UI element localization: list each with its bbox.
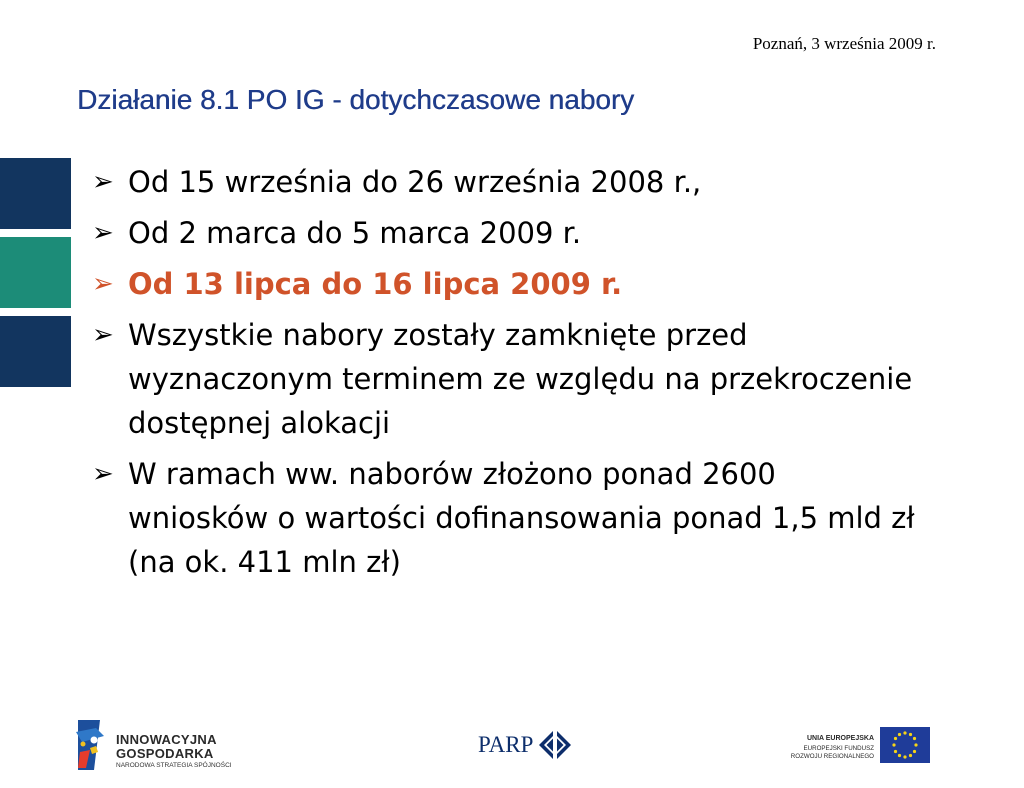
parp-logo-mark-icon xyxy=(538,728,572,762)
arrowhead-icon: ➢ xyxy=(92,269,114,299)
bullet-list xyxy=(92,160,922,591)
bullet-item: ➢ Od 2 marca do 5 marca 2009 r. xyxy=(92,211,922,255)
eu-fund-logo xyxy=(784,727,930,767)
eu-logo-line3: ROZWOJU REGIONALNEGO xyxy=(790,753,874,760)
decor-bar-navy-top xyxy=(0,158,71,229)
arrowhead-icon: ➢ xyxy=(92,459,114,489)
ig-logo-mark-icon xyxy=(74,718,108,772)
parp-logo-text: PARP xyxy=(478,732,534,757)
slide-title: Działanie 8.1 PO IG - dotychczasowe nabory xyxy=(77,84,635,115)
eu-flag-icon xyxy=(880,727,930,763)
arrowhead-icon: ➢ xyxy=(92,218,114,248)
bullet-item: ➢ Wszystkie nabory zostały zamknięte przed wyznaczonym terminem ze względu na przekroczenie dostępnej alokacji xyxy=(92,313,922,445)
decor-bar-navy-bottom xyxy=(0,316,71,387)
ig-logo-line1: INNOWACYJNA xyxy=(116,732,217,747)
ig-logo-line2: GOSPODARKA xyxy=(116,746,214,761)
bullet-item: ➢ Od 15 września do 26 września 2008 r., xyxy=(92,160,922,204)
bullet-item: ➢ W ramach ww. naborów złożono ponad 2600 wniosków o wartości dofinansowania ponad 1,5 mld zł (na ok. 411 mln zł) xyxy=(92,452,922,584)
innowacyjna-gospodarka-logo xyxy=(74,718,244,774)
decor-bar-teal xyxy=(0,237,71,308)
arrowhead-icon: ➢ xyxy=(92,320,114,350)
date-label: Poznań, 3 września 2009 r. xyxy=(752,34,936,53)
eu-logo-line1: UNIA EUROPEJSKA xyxy=(806,735,874,742)
eu-logo-line2: EUROPEJSKI FUNDUSZ xyxy=(803,745,874,752)
bullet-item-highlighted: ➢ Od 13 lipca do 16 lipca 2009 r. xyxy=(92,262,922,306)
arrowhead-icon: ➢ xyxy=(92,167,114,197)
ig-logo-line3: NARODOWA STRATEGIA SPÓJNOŚCI xyxy=(116,762,232,769)
